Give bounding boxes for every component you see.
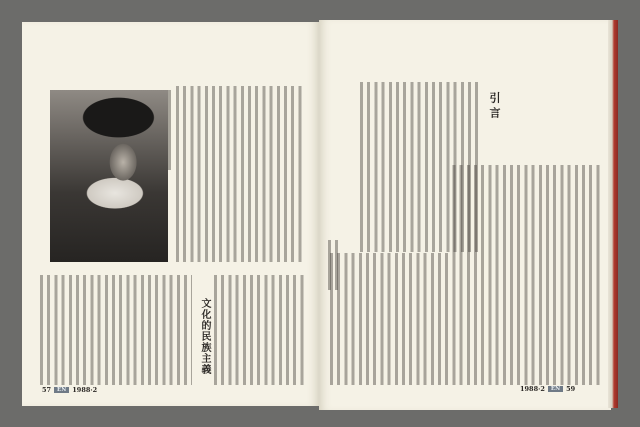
issue-number: 1988·2 [520, 385, 545, 393]
page-edge-stack [608, 20, 618, 408]
body-text-columns [176, 86, 304, 262]
page-number: 59 [566, 385, 576, 393]
folio-left [42, 386, 97, 394]
body-text-columns [214, 275, 304, 385]
portrait-photo [50, 90, 168, 262]
folio-right [520, 385, 575, 393]
section-heading: 文化的民族主義 [199, 298, 210, 375]
magazine-badge: EN [548, 386, 563, 392]
body-text-columns [40, 275, 192, 385]
magazine-badge: EN [54, 387, 69, 393]
issue-number: 1988·2 [72, 386, 98, 394]
section-heading: 引言 [488, 92, 501, 122]
page-number: 57 [42, 386, 52, 394]
photo-caption [168, 90, 172, 170]
